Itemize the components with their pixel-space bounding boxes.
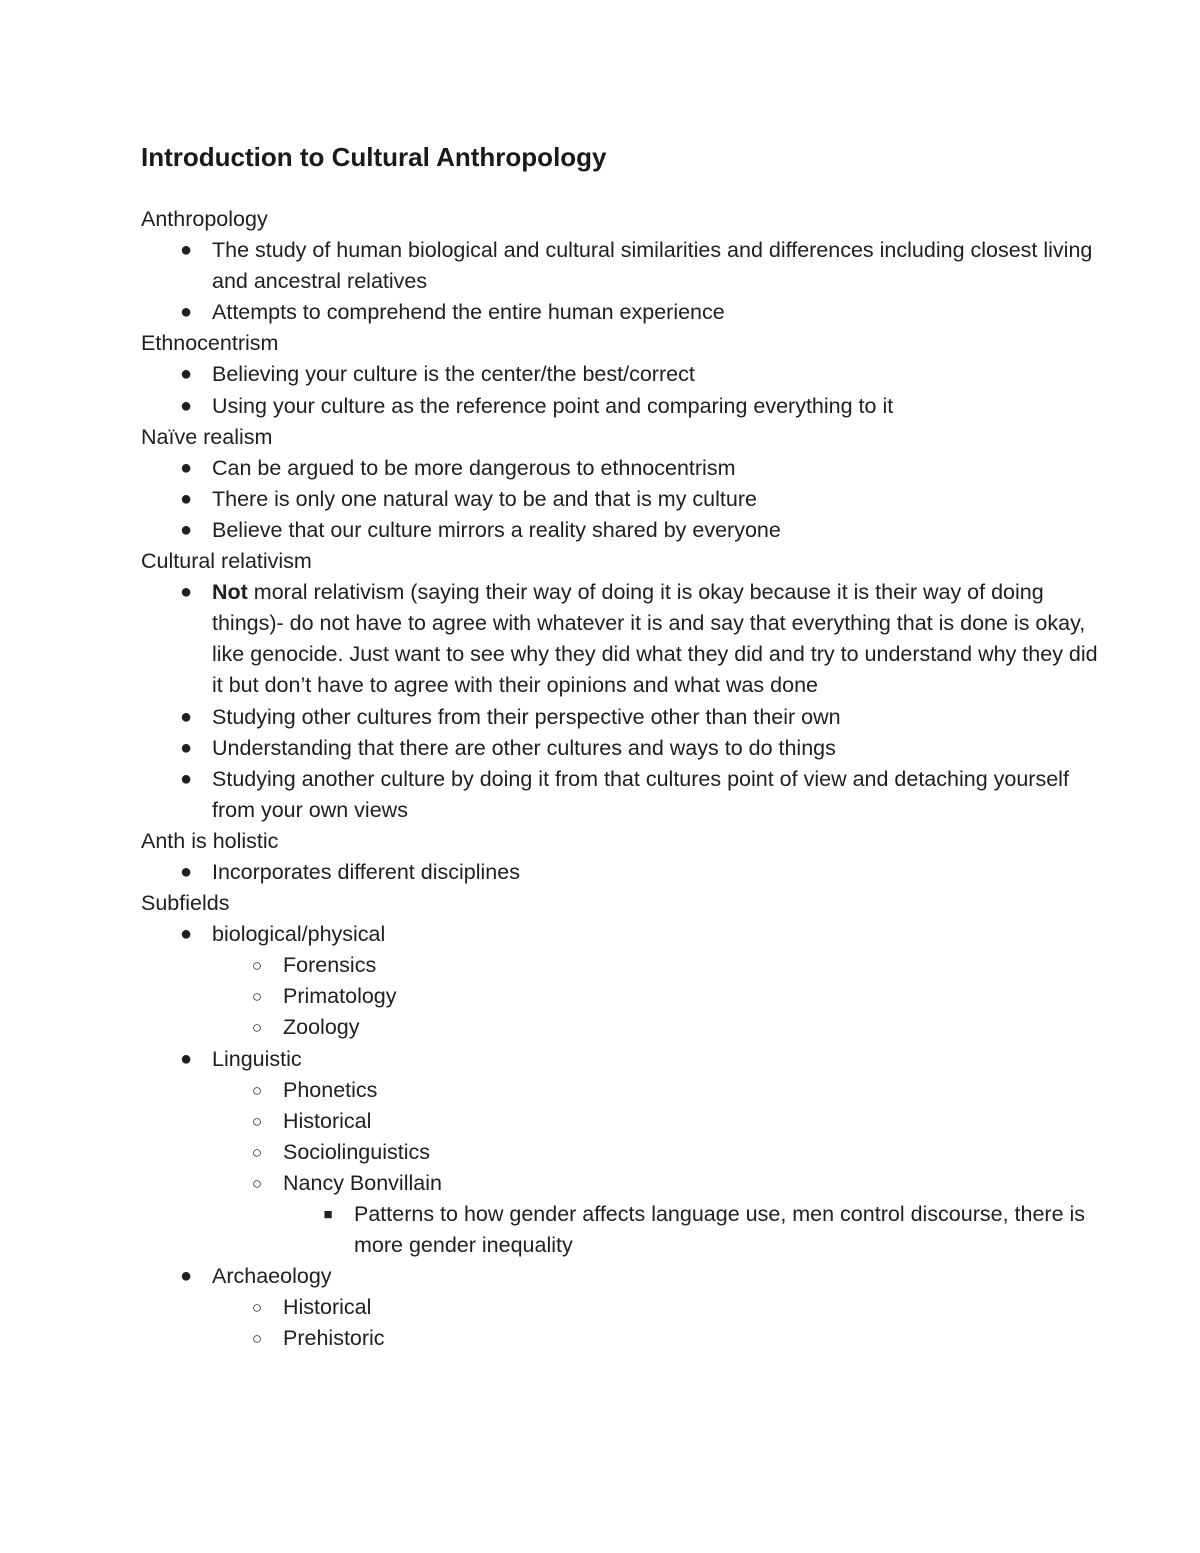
document-title: Introduction to Cultural Anthropology — [141, 142, 607, 172]
list-item: ■ Patterns to how gender affects language use, men control discourse, there is more gender inequality — [283, 1199, 1101, 1261]
section-heading-anth-holistic: Anth is holistic — [141, 828, 279, 853]
bullet-marker-icon: ● — [179, 923, 193, 946]
square-bullet-icon: ■ — [323, 1206, 333, 1223]
circle-bullet-icon: ○ — [251, 1111, 263, 1131]
list-item: ● Not moral relativism (saying their way of doing it is okay because it is their way of doing things)- do not have to agree with whatever it is and say that everything that is done is okay, like genocide. Just want to see why they did what they did and try to understand why they did it but don’t have to agree with their opinions and what was done — [141, 577, 1101, 701]
bullet-marker-icon: ● — [179, 860, 193, 883]
circle-bullet-icon: ○ — [251, 1173, 263, 1193]
bullet-list-cultural-relativism — [141, 577, 1101, 826]
sub-list-archaeology — [141, 1292, 1101, 1354]
list-item: ○ Primatology — [212, 981, 1101, 1012]
list-item: ● There is only one natural way to be and that is my culture — [141, 484, 1101, 515]
bullet-marker-icon: ● — [179, 767, 193, 790]
list-item: ● Archaeology ○ Historical ○ Prehistoric — [141, 1261, 1101, 1354]
list-item: ○ Prehistoric — [212, 1323, 1101, 1354]
document-page — [141, 140, 1101, 1354]
list-item: ○ Sociolinguistics — [212, 1137, 1101, 1168]
bullet-list-anth-holistic — [141, 857, 1101, 888]
sub-list-bonvillain — [283, 1199, 1101, 1261]
list-item: ● Studying other cultures from their perspective other than their own — [141, 702, 1101, 733]
list-item: ○ Phonetics — [212, 1075, 1101, 1106]
list-item: ● The study of human biological and cultural similarities and differences including closest living and ancestral relatives — [141, 235, 1101, 297]
bullet-list-ethnocentrism — [141, 359, 1101, 421]
list-item: ● Attempts to comprehend the entire human experience — [141, 297, 1101, 328]
bullet-marker-icon: ● — [179, 736, 193, 759]
list-item: ● Can be argued to be more dangerous to ethnocentrism — [141, 453, 1101, 484]
section-heading-cultural-relativism: Cultural relativism — [141, 549, 312, 574]
bullet-list-naive-realism — [141, 453, 1101, 546]
bullet-marker-icon: ● — [179, 518, 193, 541]
list-item: ○ Zoology — [212, 1012, 1101, 1043]
list-item: ● Linguistic ○ Phonetics ○ Historical ○ Sociolinguistics ○ Nancy Bonvillain ■ Patterns to how gender affects language use, men control discourse, there is more gender inequality — [141, 1044, 1101, 1262]
bullet-list-subfields — [141, 919, 1101, 1354]
bullet-marker-icon: ● — [179, 1265, 193, 1288]
sub-list-linguistic — [141, 1075, 1101, 1262]
list-item: ● biological/physical ○ Forensics ○ Primatology ○ Zoology — [141, 919, 1101, 1043]
sub-list-biological — [141, 950, 1101, 1043]
list-item: ● Studying another culture by doing it from that cultures point of view and detaching yourself from your own views — [141, 764, 1101, 826]
circle-bullet-icon: ○ — [251, 1018, 263, 1038]
bullet-list-anthropology — [141, 235, 1101, 328]
list-item: ● Using your culture as the reference point and comparing everything to it — [141, 391, 1101, 422]
bullet-marker-icon: ● — [179, 705, 193, 728]
bullet-marker-icon: ● — [179, 239, 193, 262]
circle-bullet-icon: ○ — [251, 1298, 263, 1318]
circle-bullet-icon: ○ — [251, 1080, 263, 1100]
circle-bullet-icon: ○ — [251, 1142, 263, 1162]
list-item: ○ Historical — [212, 1292, 1101, 1323]
list-item: ○ Nancy Bonvillain ■ Patterns to how gender affects language use, men control discourse, there is more gender inequality — [212, 1168, 1101, 1261]
circle-bullet-icon: ○ — [251, 956, 263, 976]
circle-bullet-icon: ○ — [251, 1329, 263, 1349]
bullet-marker-icon: ● — [179, 581, 193, 604]
bullet-marker-icon: ● — [179, 487, 193, 510]
document-body — [141, 204, 1101, 1354]
section-heading-anthropology: Anthropology — [141, 207, 268, 231]
bullet-marker-icon: ● — [179, 301, 193, 324]
list-item: ○ Historical — [212, 1106, 1101, 1137]
section-heading-subfields: Subfields — [141, 891, 230, 916]
circle-bullet-icon: ○ — [251, 987, 263, 1007]
section-heading-naive-realism: Naïve realism — [141, 424, 273, 449]
list-item: ● Incorporates different disciplines — [141, 857, 1101, 888]
bullet-marker-icon: ● — [179, 394, 193, 417]
emphasis-not: Not — [212, 580, 248, 605]
list-item: ● Understanding that there are other cultures and ways to do things — [141, 733, 1101, 764]
section-heading-ethnocentrism: Ethnocentrism — [141, 331, 279, 356]
list-item: ● Believe that our culture mirrors a reality shared by everyone — [141, 515, 1101, 546]
bullet-marker-icon: ● — [179, 456, 193, 479]
list-item: ● Believing your culture is the center/the best/correct — [141, 359, 1101, 390]
bullet-marker-icon: ● — [179, 363, 193, 386]
bullet-marker-icon: ● — [179, 1047, 193, 1070]
list-item: ○ Forensics — [212, 950, 1101, 981]
